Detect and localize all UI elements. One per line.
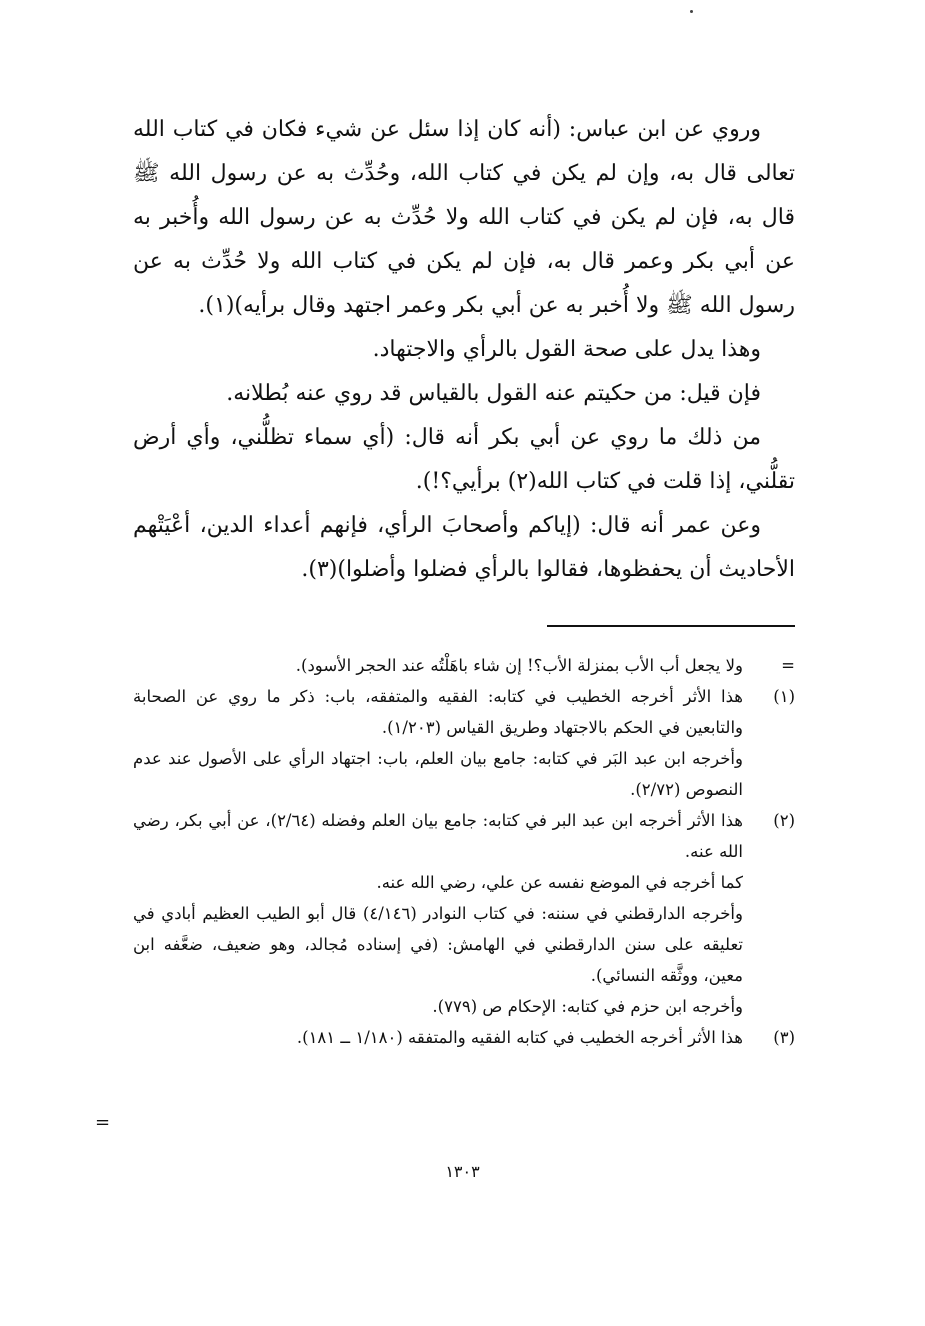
- footnote-2: [133, 805, 795, 1022]
- main-text: [133, 108, 795, 592]
- footnote-line: وأخرجه ابن حزم في كتابه: الإحكام ص (٧٧٩).: [432, 997, 743, 1016]
- footnote-continuation: [133, 650, 795, 681]
- paragraph-ray-ijtihad: وهذا يدل على صحة القول بالرأي والاجتهاد.: [372, 337, 761, 362]
- footnote-separator: [547, 625, 795, 627]
- continuation-mark: =: [781, 656, 795, 675]
- page-number: ١٣٠٣: [445, 1162, 480, 1181]
- footnote-line: هذا الأثر أخرجه الخطيب في كتابه: الفقيه والمتفقه، باب: ذكر ما روي عن الصحابة والتابعين في الحكم بالاجتهاد وطريق القياس (١/٢٠٣).: [133, 687, 743, 737]
- continuation-end-mark: =: [95, 1112, 111, 1133]
- footnote-line: وأخرجه ابن عبد البَر في كتابه: جامع بيان العلم، باب: اجتهاد الرأي على الأصول عند عدم النصوص (٢/٧٢).: [133, 749, 743, 799]
- footnote-line: هذا الأثر أخرجه ابن عبد البر في كتابه: جامع بيان العلم وفضله (٢/٦٤)، عن أبي بكر، رضي الله عنه.: [133, 811, 743, 861]
- paragraph-umar: وعن عمر أنه قال: (إياكم وأصحابَ الرأي، فإنهم أعداء الدين، أعْيَتْهم الأحاديث أن يحفظوها، فقالوا بالرأي فضلوا وأضلوا)(٣).: [133, 513, 795, 582]
- footnote-line: ولا يجعل أب الأب بمنزلة الأب؟! إن شاء باهَلْتُه عند الحجر الأسود).: [295, 656, 743, 675]
- footnote-line: كما أخرجه في الموضع نفسه عن علي، رضي الله عنه.: [376, 873, 743, 892]
- footnote-number: (٢): [773, 811, 795, 830]
- footnotes: [133, 650, 795, 1053]
- footnote-number: (١): [773, 687, 795, 706]
- footnote-1: [133, 681, 795, 805]
- paragraph-ibn-abbas: وروي عن ابن عباس: (أنه كان إذا سئل عن شيء فكان في كتاب الله تعالى قال به، وإن لم يكن في كتاب الله، وحُدِّث به عن رسول الله ﷺ قال به، فإن لم يكن في كتاب الله ولا حُدِّث به عن رسول الله وأُخبر به عن أبي بكر وعمر قال به، فإن لم يكن في كتاب الله ولا حُدِّث به عن رسول الله ﷺ ولا أُخبر به عن أبي بكر وعمر اجتهد وقال برأيه)(١).: [133, 117, 795, 318]
- footnote-line: هذا الأثر أخرجه الخطيب في كتابه الفقيه والمتفقه (١/١٨٠ ــ ١٨١).: [296, 1028, 743, 1047]
- paragraph-abu-bakr: من ذلك ما روي عن أبي بكر أنه قال: (أي سماء تظلُّني، وأي أرض تقلُّني، إذا قلت في كتاب الله(٢) برأيي؟!).: [133, 425, 795, 494]
- footnote-3: [133, 1022, 795, 1053]
- footnote-number: (٣): [773, 1028, 795, 1047]
- paragraph-objection: فإن قيل: من حكيتم عنه القول بالقياس قد روي عنه بُطلانه.: [226, 381, 761, 406]
- footnote-line: وأخرجه الدارقطني في سننه: في كتاب النوادر (٤/١٤٦) قال أبو الطيب العظيم أبادي في تعليقه على سنن الدارقطني في الهامش: (في إسناده مُجالد، وهو ضعيف، ضعَّفه ابن معين، ووثَّقه النسائي).: [133, 904, 743, 985]
- scan-speck: [690, 10, 693, 13]
